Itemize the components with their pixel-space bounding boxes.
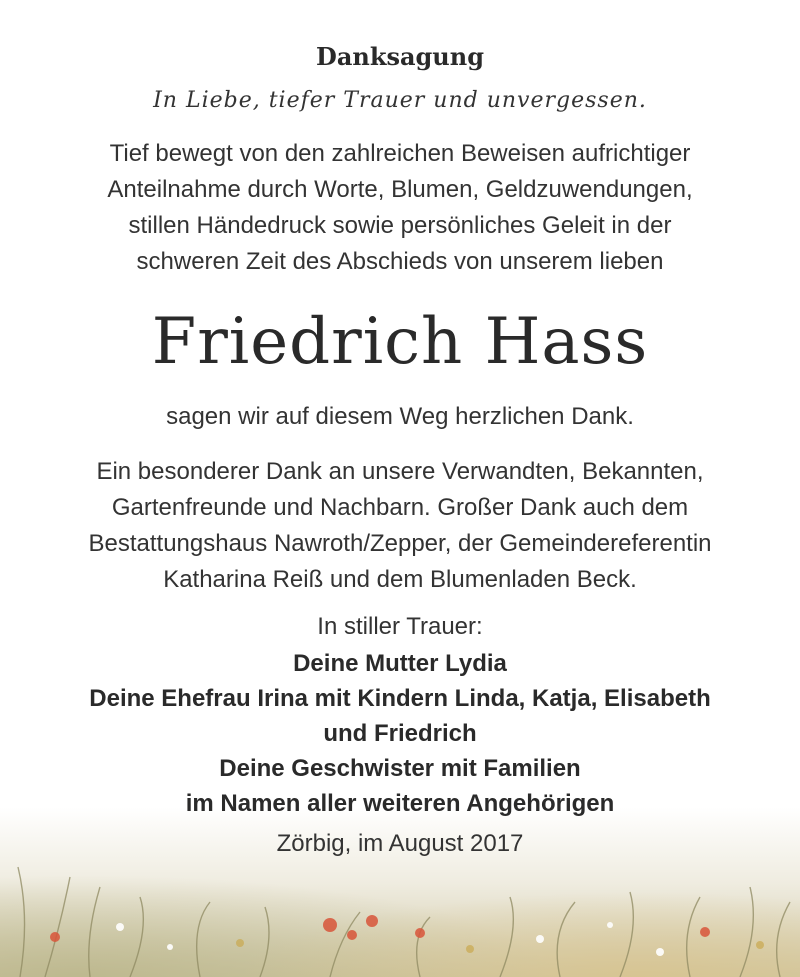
signer-line: Deine Mutter Lydia bbox=[293, 650, 507, 677]
thanks-line: sagen wir auf diesem Weg herzlichen Dank. bbox=[166, 403, 634, 430]
special-thanks-line: Katharina Reiß und dem Blumenladen Beck. bbox=[163, 566, 637, 593]
signer-line: Deine Geschwister mit Familien bbox=[219, 755, 581, 782]
special-thanks-line: Ein besonderer Dank an unsere Verwandten, Bekannten, bbox=[96, 458, 704, 485]
signer-line: und Friedrich bbox=[323, 720, 477, 747]
special-thanks-line: Gartenfreunde und Nachbarn. Großer Dank auch dem bbox=[111, 494, 689, 521]
signers-list bbox=[0, 646, 800, 821]
notice-motto: In Liebe, tiefer Trauer und unvergessen. bbox=[153, 88, 647, 113]
intro-line: stillen Händedruck sowie persönliches Geleit in der bbox=[128, 212, 672, 239]
mourning-label: In stiller Trauer: bbox=[317, 613, 483, 640]
intro-paragraph bbox=[0, 136, 800, 280]
intro-line: schweren Zeit des Abschieds von unserem lieben bbox=[136, 248, 664, 275]
signer-line: im Namen aller weiteren Angehörigen bbox=[185, 790, 615, 817]
notice-title: Danksagung bbox=[316, 42, 484, 71]
intro-line: Anteilnahme durch Worte, Blumen, Geldzuwendungen, bbox=[107, 176, 693, 203]
intro-line: Tief bewegt von den zahlreichen Beweisen aufrichtiger bbox=[109, 140, 691, 167]
deceased-name: Friedrich Hass bbox=[151, 305, 649, 379]
signer-line: Deine Ehefrau Irina mit Kindern Linda, Katja, Elisabeth bbox=[89, 685, 711, 712]
special-thanks-line: Bestattungshaus Nawroth/Zepper, der Gemeindereferentin bbox=[88, 530, 712, 557]
place-date: Zörbig, im August 2017 bbox=[276, 830, 524, 857]
special-thanks-paragraph bbox=[0, 454, 800, 598]
